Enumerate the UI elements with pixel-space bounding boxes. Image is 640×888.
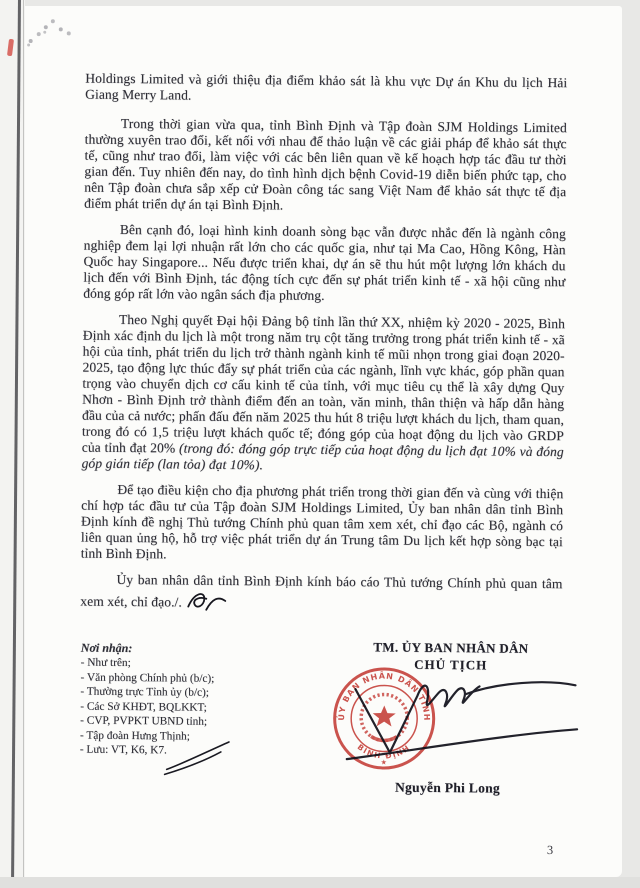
paragraph-request: Để tạo điều kiện cho địa phương phát triển trong thời gian đến và cùng với thiện chí hợp tác đầu tư của Tập đoàn SJM Holdings Limited, Ủy ban nhân dân tỉnh Bình Định kính đề nghị Thủ tướng Chính phủ quan tâm xem xét, chỉ đạo các Bộ, ngành có liên quan ủng hộ, hỗ trợ việc phát triển dự án Trung tâm Du lịch kết hợp sòng bạc tại tỉnh Bình Định. <box>80 481 564 562</box>
document-page <box>25 6 622 877</box>
paragraph-casino-business: Bên cạnh đó, loại hình kinh doanh sòng bạc vẫn được nhắc đến là ngành công nghiệp đem lại lợi nhuận rất lớn cho các quốc gia, như tại Ma Cao, Hồng Kông, Hàn Quốc hay Singapore... Nếu được triển khai, dự án sẽ thu hút một lượng lớn khách du lịch đến với Bình Định, tác động tích cực đến sự phát triển kinh tế - xã hội cũng như đóng góp rất lớn vào ngân sách địa phương. <box>83 221 566 303</box>
page-number: 3 <box>546 843 554 858</box>
recipient-line: - Thường trực Tỉnh ủy (b/c); <box>80 685 210 699</box>
recipient-line: - Các Sở KHĐT, BQLKKT; <box>80 700 207 714</box>
closing-text: Ủy ban nhân dân tỉnh Bình Định kính báo cáo Thủ tướng Chính phủ quan tâm xem xét, chỉ đạo./. <box>80 571 563 610</box>
seal-text-bottom: BÌNH ĐỊNH <box>355 742 413 761</box>
document-body <box>80 71 567 619</box>
recipient-line: - Như trên; <box>80 656 131 670</box>
closing-paragraph <box>80 572 562 619</box>
handwritten-initial-mark <box>184 589 228 615</box>
paragraph-continuation: Holdings Limited và giới thiệu địa điểm khảo sát là khu vực Dự án Khu du lịch Hải Giang Merry Land. <box>85 70 568 103</box>
clerk-initials-mark <box>163 735 235 778</box>
seal-star-separator: ★ <box>380 758 387 767</box>
chairman-signature <box>345 667 581 774</box>
signer-title-line: CHỦ TỊCH <box>414 656 488 673</box>
signing-authority-line: TM. ỦY BAN NHÂN DÂN <box>373 639 529 656</box>
page-tilt-wrapper <box>17 6 622 883</box>
recipient-line: - Văn phòng Chính phủ (b/c); <box>80 671 215 685</box>
scan-speckles <box>25 6 27 8</box>
recipients-heading: Nơi nhận: <box>80 640 133 656</box>
paragraph-resolution-text: Theo Nghị quyết Đại hội Đảng bộ tỉnh lần thứ XX, nhiệm kỳ 2020 - 2025, Bình Định xác định du lịch là một trong năm trụ cột tăng trưởng trong phát triển kinh tế - xã hội của tỉnh, phát triển du lịch trở thành ngành kinh tế mũi nhọn trong giai đoạn 2020-2025, tạo động lực thúc đẩy sự phát triển của các ngành, lĩnh vực khác, góp phần quan trọng vào chuyển dịch cơ cấu kinh tế của tỉnh, với mục tiêu cụ thể là xây dựng Quy Nhơn - Bình Định trở thành điểm đến an toàn, văn minh, thân thiện và hấp dẫn hàng đầu của cả nước; phấn đấu đến năm 2025 thu hút 8 triệu lượt khách du lịch, tham quan, trong đó có 1,5 triệu lượt khách quốc tế; đóng góp của hoạt động du lịch vào GRDP của tỉnh đạt 20% <box>81 311 566 456</box>
signer-name: Nguyễn Phi Long <box>394 779 501 796</box>
recipient-line: - Lưu: VT, K6, K7. <box>79 743 167 757</box>
seal-text-top: ỦY BAN NHÂN DÂN TỈNH <box>337 671 432 722</box>
paragraph-resolution <box>82 312 566 477</box>
paragraph-italic-note: (trong đó: đóng góp trực tiếp của hoạt động du lịch đạt 10% và đóng góp gián tiếp (lan tỏa) đạt 10%). <box>81 440 564 473</box>
paragraph-cooperation: Trong thời gian vừa qua, tỉnh Bình Định và Tập đoàn SJM Holdings Limited thường xuyên trao đổi, kết nối với nhau để thảo luận về các giải pháp để khảo sát thực tế, cũng như trao đổi, làm việc với các bên liên quan về kế hoạch hợp tác đầu tư thời gian đến. Tuy nhiên đến nay, do tình hình dịch bệnh Covid-19 diễn biến phức tạp, cho nên Tập đoàn chưa sắp xếp cử Đoàn công tác sang Việt Nam để khảo sát thực tế địa điểm phát triển dự án tại Bình Định. <box>84 115 567 213</box>
recipient-line: - CVP, PVPKT UBND tỉnh; <box>80 714 208 728</box>
recipient-line: - Tập đoàn Hưng Thịnh; <box>79 729 190 743</box>
